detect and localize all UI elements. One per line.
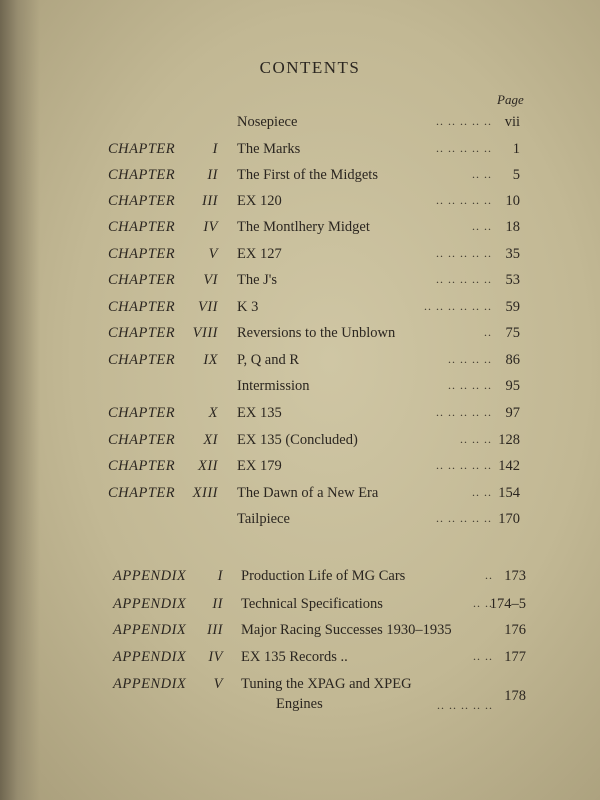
entry-title: The Dawn of a New Era [237, 485, 379, 501]
entry-number: X [208, 405, 218, 421]
toc-chapter-row [0, 219, 600, 241]
entry-number: II [207, 167, 218, 183]
page-number: 86 [505, 352, 520, 368]
entry-title: Major Racing Successes 1930–1935 [241, 622, 452, 638]
entry-label: CHAPTER [108, 432, 176, 448]
toc-chapter-row [0, 485, 600, 507]
entry-label: CHAPTER [108, 246, 176, 262]
page-number: 35 [505, 246, 520, 262]
dot-leader: .. .. .. .. .. .. [424, 299, 492, 313]
dot-leader: .. .. .. [460, 432, 492, 446]
dot-leader: .. .. [472, 485, 492, 499]
toc-chapter-row [0, 325, 600, 347]
entry-number: XIII [192, 485, 218, 501]
entry-label: CHAPTER [108, 458, 176, 474]
entry-number: V [213, 676, 223, 692]
entry-title: K 3 [237, 299, 259, 315]
entry-label: APPENDIX [113, 568, 187, 584]
dot-leader: .. .. [473, 649, 493, 663]
entry-number: IV [203, 219, 218, 235]
page-number: vii [504, 114, 520, 130]
entry-label: CHAPTER [108, 193, 176, 209]
dot-leader: .. .. [472, 219, 492, 233]
entry-number: VIII [192, 325, 218, 341]
page-number: 170 [498, 511, 520, 527]
page-number: 177 [504, 649, 526, 665]
entry-label: CHAPTER [108, 272, 176, 288]
entry-title: EX 135 [237, 405, 282, 421]
page-number: 5 [512, 167, 520, 183]
page-number: 154 [498, 485, 520, 501]
page-number: 142 [498, 458, 520, 474]
page-number: 97 [505, 405, 520, 421]
dot-leader: .. .. .. .. .. [436, 511, 492, 525]
dot-leader: .. .. .. .. .. [436, 246, 492, 260]
entry-number: I [217, 568, 223, 584]
toc-chapter-row [0, 352, 600, 374]
entry-number: III [207, 622, 223, 638]
page-number: 174–5 [489, 596, 526, 612]
entry-title: P, Q and R [237, 352, 300, 368]
entry-label: CHAPTER [108, 405, 176, 421]
entry-title-continued: Engines [276, 696, 323, 712]
entry-title: EX 120 [237, 193, 282, 209]
entry-title: The Marks [237, 141, 301, 157]
dot-leader: .. .. .. .. .. [436, 272, 492, 286]
toc-chapter-row [0, 272, 600, 294]
entry-number: III [202, 193, 218, 209]
entry-number: II [212, 596, 223, 612]
toc-chapter-row [0, 114, 600, 136]
entry-label: CHAPTER [108, 299, 176, 315]
page-number: 75 [505, 325, 520, 341]
toc-chapter-row [0, 193, 600, 215]
entry-title: The J's [237, 272, 278, 288]
toc-chapter-row [0, 141, 600, 163]
toc-chapter-row [0, 511, 600, 533]
entry-title: Production Life of MG Cars [241, 568, 406, 584]
toc-chapter-row [0, 458, 600, 480]
entry-label: CHAPTER [108, 325, 176, 341]
dot-leader: .. .. .. .. .. [437, 698, 493, 712]
toc-chapter-row [0, 246, 600, 268]
entry-title: Tailpiece [237, 511, 290, 527]
page-number: 178 [504, 688, 526, 704]
page-number: 173 [504, 568, 526, 584]
entry-title: Technical Specifications [241, 596, 383, 612]
page-number: 95 [505, 378, 520, 394]
entry-title: Tuning the XPAG and XPEG [241, 676, 412, 692]
page-number: 59 [505, 299, 520, 315]
dot-leader: .. .. .. .. .. [436, 114, 492, 128]
entry-number: XI [203, 432, 218, 448]
entry-number: IX [203, 352, 218, 368]
entry-title: Nosepiece [237, 114, 298, 130]
entry-label: CHAPTER [108, 141, 176, 157]
entry-label: APPENDIX [113, 596, 187, 612]
entry-title: The First of the Midgets [237, 167, 378, 183]
dot-leader: .. .. .. .. .. [436, 405, 492, 419]
toc-chapter-row [0, 299, 600, 321]
page-number: 1 [512, 141, 520, 157]
entry-number: I [212, 141, 218, 157]
dot-leader: .. .. .. .. [448, 378, 492, 392]
dot-leader: .. [484, 325, 492, 339]
page-number: 18 [505, 219, 520, 235]
dot-leader: .. .. .. .. .. [436, 458, 492, 472]
entry-label: CHAPTER [108, 167, 176, 183]
toc-chapter-row [0, 405, 600, 427]
entry-title: EX 135 (Concluded) [237, 432, 358, 448]
entry-title: Reversions to the Unblown [237, 325, 396, 341]
entry-title: EX 179 [237, 458, 282, 474]
page-number: 10 [505, 193, 520, 209]
entry-label: CHAPTER [108, 219, 176, 235]
entry-number: IV [208, 649, 223, 665]
toc-chapter-row [0, 378, 600, 400]
page-number: 128 [498, 432, 520, 448]
entry-title: EX 135 Records .. [241, 649, 348, 665]
dot-leader: .. [485, 568, 493, 582]
dot-leader: .. .. .. .. [448, 352, 492, 366]
page-number: 53 [505, 272, 520, 288]
toc-appendix-row [0, 649, 600, 671]
entry-title: The Montlhery Midget [237, 219, 370, 235]
contents-heading: CONTENTS [259, 58, 361, 77]
toc-chapter-row [0, 167, 600, 189]
toc-appendix-row [0, 568, 600, 590]
toc-appendix-row [0, 596, 600, 618]
entry-label: APPENDIX [113, 676, 187, 692]
entry-title: Intermission [237, 378, 310, 394]
entry-number: VI [203, 272, 218, 288]
entry-label: APPENDIX [113, 622, 187, 638]
dot-leader: .. .. .. .. .. [436, 193, 492, 207]
entry-label: APPENDIX [113, 649, 187, 665]
page-number: 176 [504, 622, 526, 638]
entry-label: CHAPTER [108, 485, 176, 501]
dot-leader: .. .. [473, 596, 493, 610]
dot-leader: .. .. [472, 167, 492, 181]
toc-appendix-row [0, 622, 600, 644]
toc-chapter-row [0, 432, 600, 454]
entry-number: XII [197, 458, 218, 474]
entry-label: CHAPTER [108, 352, 176, 368]
entry-title: EX 127 [237, 246, 282, 262]
page-column-header: Page [497, 92, 524, 107]
entry-number: V [208, 246, 218, 262]
toc-appendix-row [0, 676, 600, 712]
entry-number: VII [197, 299, 218, 315]
dot-leader: .. .. .. .. .. [436, 141, 492, 155]
